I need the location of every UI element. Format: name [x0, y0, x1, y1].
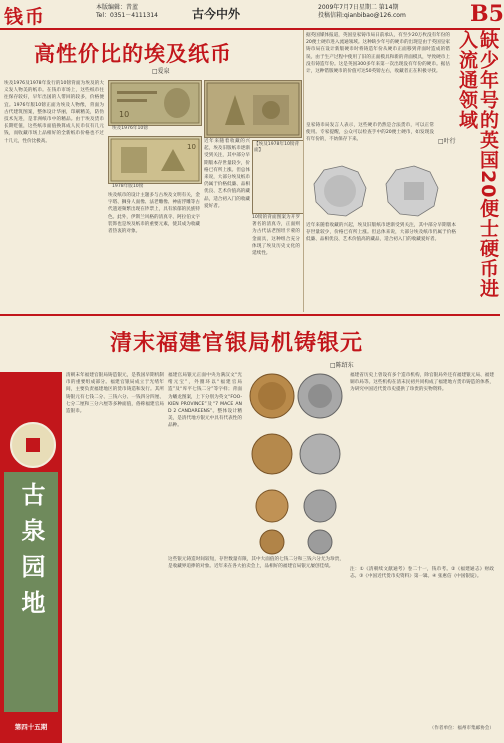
tel-line: Tel：0351－4111314	[96, 12, 158, 19]
sidebar-issue: 第四十五期	[14, 723, 48, 731]
banknote-caption-2: 1978年版10镑	[112, 184, 144, 189]
banknote-image-1978	[108, 136, 202, 184]
page-number: B5	[470, 1, 504, 27]
article1-title: 高性价比的埃及纸币	[34, 42, 232, 66]
article1-caption-box	[252, 140, 304, 214]
svg-text:10: 10	[119, 110, 130, 119]
article2-byline: □叶行	[438, 138, 456, 145]
editor-line: 本版编辑：昔蓝	[96, 4, 139, 11]
article3-body-col4: 福建省历史上曾设有多个造币机构，除官银局外还有福建银元局、福建铜币局等。这些机构在清末民初共同构成了福建地方货币铸造的体系，为研究中国近代货币史提供了珍贵的实物资料。	[350, 373, 494, 393]
svg-text:10: 10	[187, 143, 196, 151]
article2-author: 叶行	[443, 138, 456, 145]
article3-body-col2: 福建官局银元正面中央为满汉文“光绪元宝”，外圈环以“福建官局造”及“库平七钱二分”等字样；背面为蟠龙图案，上下分别为英文“FOO-KIEN PROVINCE”及“7 MACE AND 2 CANDAREENS”。整体设计精美，是清代地方银元中具有代表性的品种。	[168, 373, 242, 429]
email-line: 投稿信箱:qianbibao@126.com	[318, 12, 406, 19]
issue-info	[318, 4, 406, 20]
editor-info	[96, 4, 158, 20]
page-header	[0, 0, 504, 30]
article1-author: 爱泉	[157, 68, 170, 75]
article3-notes: 注：①《清朝续文献通考》卷二十一，钱币考。②《福建通志》财政志。③《中国近代货币史资料》第一辑。④ 张惠信《中国银锭》。	[350, 567, 494, 580]
sidebar-title: 古泉园地	[17, 482, 45, 626]
section-divider	[0, 314, 500, 316]
article1-body-col4: 10镑的背面图案为开罗著名的清真寺，正面则为古代法老图坦卡蒙的金面具，这种组合充分体现了埃及历史文化的延续性。	[252, 215, 300, 257]
banknote-caption-1: 埃及1976年10镑	[112, 126, 148, 131]
sidebar-title-box	[4, 472, 58, 712]
article1-body-col3: 近年来随着收藏的兴起，埃及旧版纸币逐渐受到关注，其中部分早期版本存世量较少，价格已有所上涨。但总体来说，大部分埃及纸币仍属于价格低廉、品相优良、艺术价值高的藏品，适合初入门的收藏爱好者。	[204, 139, 250, 209]
banknote-caption-3: 【埃及1978年10镑背面】	[254, 142, 300, 153]
article3-footer-note: （作者单位：福州市集邮协会）	[429, 726, 494, 731]
article2-body-2: 皇家铸币局发言人表示，这些硬币仍然是合法货币，可以正常使用。专家提醒，公众可以检查手中的20便士硬币，如发现没有年份的，不妨保存下来。	[306, 123, 434, 143]
sidebar-column	[0, 372, 62, 743]
date-line: 2009年7月7日星期二 第14期	[318, 4, 399, 11]
article3-body-col1: 清朝末年福建官银局铸造银元，是我国早期机制币的重要组成部分。福建官银局成立于光绪年间，主要负责福建地区的货币铸造和发行。其所铸银元有七钱二分、三钱六分、一钱四分四厘、七分二厘和三分六厘等多种面值，俗称福建官局造银币。	[66, 373, 164, 415]
article3-body-col3: 这些银元铸造时间较短，存世数量有限，其中大面值的七钱二分和三钱六分尤为珍贵，是收藏界追捧的对象。近年来在各大拍卖会上，品相好的福建官局银元屡创佳绩。	[168, 557, 344, 570]
article1-body-col2: 埃及纸币的设计主题多与古埃及文明有关，金字塔、狮身人面像、法老雕像、神庙浮雕等古代遗迹频繁出现在钞票上，具有浓郁的民族特色。此外，伊斯兰风格的清真寺、阿拉伯文字装饰也是埃及纸币的重要元素，使其成为收藏者热衷的对象。	[108, 193, 200, 235]
article1-body-col1: 埃及1976及1978年发行的10镑背面为埃及的大义发人物美的纸币。在钱币市场上，这些纸币往往保存较好，早年出国的人带回的较多，价格便宜。1976年版10镑正面为埃及人物像，背面为古代建筑图案，整体设计华丽，印刷精美，防伪技术先进，是非洲纸币中的精品。由于埃及货币长期贬值，这些纸币面值换算成人民币仅有几元钱，而收藏市场上品相好的全新纸币价格也不过十几元，性价比极高。	[4, 81, 104, 144]
silver-coins-image	[246, 370, 346, 560]
article2-title: 缺少年号的英国20便士硬币进入流通领域	[456, 30, 499, 299]
banknote-image-1976	[108, 80, 202, 126]
coin-icon	[10, 422, 56, 468]
masthead-logo: 钱币	[4, 6, 47, 28]
article3-author: 陈绍东	[335, 362, 354, 369]
article3-title: 清末福建官银局机铸银元	[110, 331, 364, 356]
banknote-image-back	[204, 80, 302, 138]
article3-byline: □陈绍东	[330, 362, 354, 369]
column-divider	[303, 30, 304, 312]
article2-body-cont: 近年来随着收藏的兴起，埃及旧版纸币逐渐受到关注，其中部分早期版本存世量较少，价格已有所上涨。但总体来说，大部分埃及纸币仍属于价格低廉、品相优良、艺术价值高的藏品，适合初入门的收藏爱好者。	[306, 223, 456, 243]
section-name: 古今中外	[192, 7, 241, 21]
uk-coins-image	[306, 162, 454, 220]
article2-body: 据英国媒体报道，英国皇家铸币局日前承认，有至少20万枚没有年份的20便士硬币进入流通领域。这种缺少年号的硬币的出现是由于英国皇家铸币局在设计新版硬币时将铸造年份从硬币正面移到背面时造成的错误。由于生产过程中使用了旧的正面模具和新的背面模具，导致硬币上没有铸造年份。这是英国300多年来第一次出现没有年份的硬币。据估计，这种错版硬币的价值可达50英镑左右，收藏者正在积极寻找。	[306, 33, 450, 75]
article1-byline: □爱泉	[152, 68, 170, 75]
